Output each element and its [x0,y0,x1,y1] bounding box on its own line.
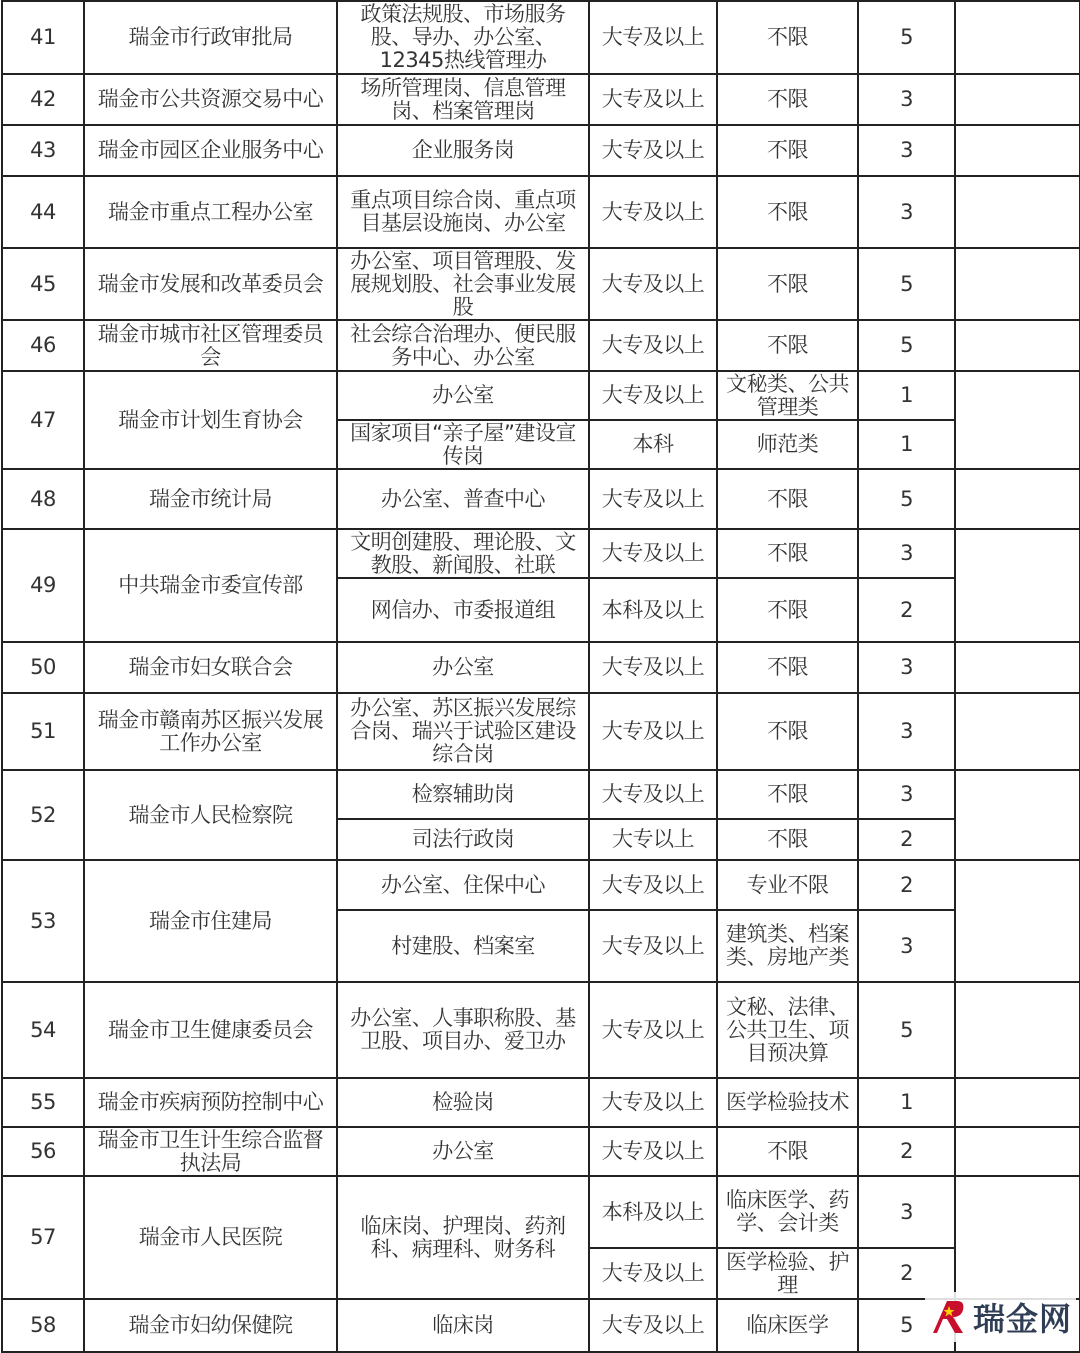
position-count: 5 [858,469,955,529]
major-requirement: 建筑类、档案类、房地产类 [717,910,858,982]
remark-cell [955,1127,1080,1176]
table-row [2,125,1080,176]
post-name: 政策法规股、市场服务股、导办、办公室、12345热线管理办 [337,1,589,74]
row-number: 49 [2,529,84,642]
position-count: 5 [858,982,955,1078]
education-requirement: 大专及以上 [589,1078,717,1127]
site-watermark [925,1292,1076,1342]
major-requirement: 不限 [717,74,858,125]
post-name: 办公室 [337,1127,589,1176]
remark-cell [955,248,1080,320]
post-name: 村建股、档案室 [337,910,589,982]
row-number: 54 [2,982,84,1078]
table-row [2,74,1080,125]
remark-cell [955,74,1080,125]
watermark-text: 瑞金网 [972,1300,1072,1338]
education-requirement: 大专及以上 [589,248,717,320]
post-name: 检察辅助岗 [337,770,589,819]
table-row [2,320,1080,371]
unit-name: 瑞金市发展和改革委员会 [84,248,337,320]
education-requirement: 大专及以上 [589,125,717,176]
major-requirement: 不限 [717,770,858,819]
row-number: 56 [2,1127,84,1176]
education-requirement: 大专及以上 [589,320,717,371]
position-count: 2 [858,860,955,910]
post-name: 重点项目综合岗、重点项目基层设施岗、办公室 [337,176,589,248]
remark-cell [955,770,1080,860]
post-name: 办公室 [337,642,589,693]
post-name: 办公室、项目管理股、发展规划股、社会事业发展股 [337,248,589,320]
position-count: 1 [858,420,955,469]
table-row [2,1127,1080,1176]
education-requirement: 大专及以上 [589,371,717,420]
position-count: 3 [858,693,955,770]
unit-name: 瑞金市妇女联合会 [84,642,337,693]
row-number: 41 [2,1,84,74]
remark-cell [955,371,1080,469]
education-requirement: 大专以上 [589,819,717,860]
row-number: 58 [2,1299,84,1352]
unit-name: 瑞金市计划生育协会 [84,371,337,469]
major-requirement: 师范类 [717,420,858,469]
education-requirement: 本科及以上 [589,578,717,642]
position-count: 5 [858,320,955,371]
post-name: 网信办、市委报道组 [337,578,589,642]
education-requirement: 大专及以上 [589,642,717,693]
remark-cell [955,1176,1080,1299]
table-row [2,982,1080,1078]
position-count: 2 [858,578,955,642]
education-requirement: 大专及以上 [589,860,717,910]
row-number: 48 [2,469,84,529]
position-count: 5 [858,1,955,74]
table-row [2,693,1080,770]
remark-cell [955,1078,1080,1127]
major-requirement: 不限 [717,529,858,578]
table-row [2,642,1080,693]
position-count: 3 [858,770,955,819]
education-requirement: 大专及以上 [589,469,717,529]
remark-cell [955,125,1080,176]
table-row [2,176,1080,248]
education-requirement: 大专及以上 [589,693,717,770]
education-requirement: 大专及以上 [589,982,717,1078]
row-number: 50 [2,642,84,693]
major-requirement: 不限 [717,469,858,529]
unit-name: 瑞金市妇幼保健院 [84,1299,337,1352]
post-name: 临床岗、护理岗、药剂科、病理科、财务科 [337,1176,589,1299]
education-requirement: 大专及以上 [589,910,717,982]
row-number: 52 [2,770,84,860]
major-requirement: 不限 [717,642,858,693]
remark-cell [955,860,1080,982]
major-requirement: 不限 [717,1127,858,1176]
table-row [2,1176,1080,1248]
remark-cell [955,176,1080,248]
row-number: 46 [2,320,84,371]
education-requirement: 大专及以上 [589,1299,717,1352]
major-requirement: 不限 [717,693,858,770]
row-number: 45 [2,248,84,320]
unit-name: 瑞金市赣南苏区振兴发展工作办公室 [84,693,337,770]
major-requirement: 不限 [717,125,858,176]
row-number: 51 [2,693,84,770]
unit-name: 瑞金市重点工程办公室 [84,176,337,248]
post-name: 司法行政岗 [337,819,589,860]
remark-cell [955,529,1080,642]
major-requirement: 不限 [717,176,858,248]
position-count: 3 [858,125,955,176]
row-number: 55 [2,1078,84,1127]
education-requirement: 大专及以上 [589,529,717,578]
table-row [2,469,1080,529]
table-row [2,770,1080,819]
table-row [2,529,1080,578]
post-name: 检验岗 [337,1078,589,1127]
major-requirement: 文秘类、公共管理类 [717,371,858,420]
unit-name: 瑞金市城市社区管理委员会 [84,320,337,371]
row-number: 57 [2,1176,84,1299]
unit-name: 瑞金市行政审批局 [84,1,337,74]
unit-name: 中共瑞金市委宣传部 [84,529,337,642]
position-count: 3 [858,1176,955,1248]
row-number: 42 [2,74,84,125]
major-requirement: 不限 [717,320,858,371]
major-requirement: 临床医学 [717,1299,858,1352]
ruijin-logo-icon [927,1295,971,1339]
row-number: 43 [2,125,84,176]
table-row [2,371,1080,420]
row-number: 47 [2,371,84,469]
position-count: 3 [858,910,955,982]
table-row [2,1078,1080,1127]
position-count: 2 [858,1248,955,1299]
table-row [2,1299,1080,1352]
unit-name: 瑞金市疾病预防控制中心 [84,1078,337,1127]
major-requirement: 医学检验、护理 [717,1248,858,1299]
post-name: 场所管理岗、信息管理岗、档案管理岗 [337,74,589,125]
post-name: 社会综合治理办、便民服务中心、办公室 [337,320,589,371]
unit-name: 瑞金市园区企业服务中心 [84,125,337,176]
position-count: 1 [858,371,955,420]
unit-name: 瑞金市住建局 [84,860,337,982]
table-row [2,1,1080,74]
position-count: 5 [858,1299,955,1352]
post-name: 国家项目“亲子屋”建设宣传岗 [337,420,589,469]
major-requirement: 医学检验技术 [717,1078,858,1127]
position-count: 2 [858,1127,955,1176]
education-requirement: 本科 [589,420,717,469]
major-requirement: 不限 [717,819,858,860]
remark-cell [955,1,1080,74]
unit-name: 瑞金市人民医院 [84,1176,337,1299]
position-count: 5 [858,248,955,320]
post-name: 临床岗 [337,1299,589,1352]
position-count: 3 [858,74,955,125]
post-name: 办公室、普查中心 [337,469,589,529]
table-row [2,248,1080,320]
post-name: 办公室、住保中心 [337,860,589,910]
post-name: 办公室 [337,371,589,420]
education-requirement: 大专及以上 [589,74,717,125]
post-name: 企业服务岗 [337,125,589,176]
remark-cell [955,982,1080,1078]
major-requirement: 专业不限 [717,860,858,910]
education-requirement: 大专及以上 [589,1,717,74]
major-requirement: 不限 [717,578,858,642]
education-requirement: 本科及以上 [589,1176,717,1248]
unit-name: 瑞金市卫生健康委员会 [84,982,337,1078]
major-requirement: 不限 [717,1,858,74]
remark-cell [955,469,1080,529]
unit-name: 瑞金市统计局 [84,469,337,529]
row-number: 44 [2,176,84,248]
unit-name: 瑞金市卫生计生综合监督执法局 [84,1127,337,1176]
position-count: 3 [858,529,955,578]
education-requirement: 大专及以上 [589,176,717,248]
post-name: 办公室、苏区振兴发展综合岗、瑞兴于试验区建设综合岗 [337,693,589,770]
post-name: 办公室、人事职称股、基卫股、项目办、爱卫办 [337,982,589,1078]
position-count: 3 [858,176,955,248]
post-name: 文明创建股、理论股、文教股、新闻股、社联 [337,529,589,578]
position-count: 2 [858,819,955,860]
unit-name: 瑞金市公共资源交易中心 [84,74,337,125]
remark-cell [955,693,1080,770]
row-number: 53 [2,860,84,982]
education-requirement: 大专及以上 [589,770,717,819]
table-row [2,860,1080,910]
major-requirement: 不限 [717,248,858,320]
education-requirement: 大专及以上 [589,1248,717,1299]
education-requirement: 大专及以上 [589,1127,717,1176]
position-count: 3 [858,642,955,693]
unit-name: 瑞金市人民检察院 [84,770,337,860]
remark-cell [955,320,1080,371]
recruitment-table [1,0,1080,1353]
remark-cell [955,642,1080,693]
position-count: 1 [858,1078,955,1127]
major-requirement: 文秘、法律、公共卫生、项目预决算 [717,982,858,1078]
major-requirement: 临床医学、药学、会计类 [717,1176,858,1248]
